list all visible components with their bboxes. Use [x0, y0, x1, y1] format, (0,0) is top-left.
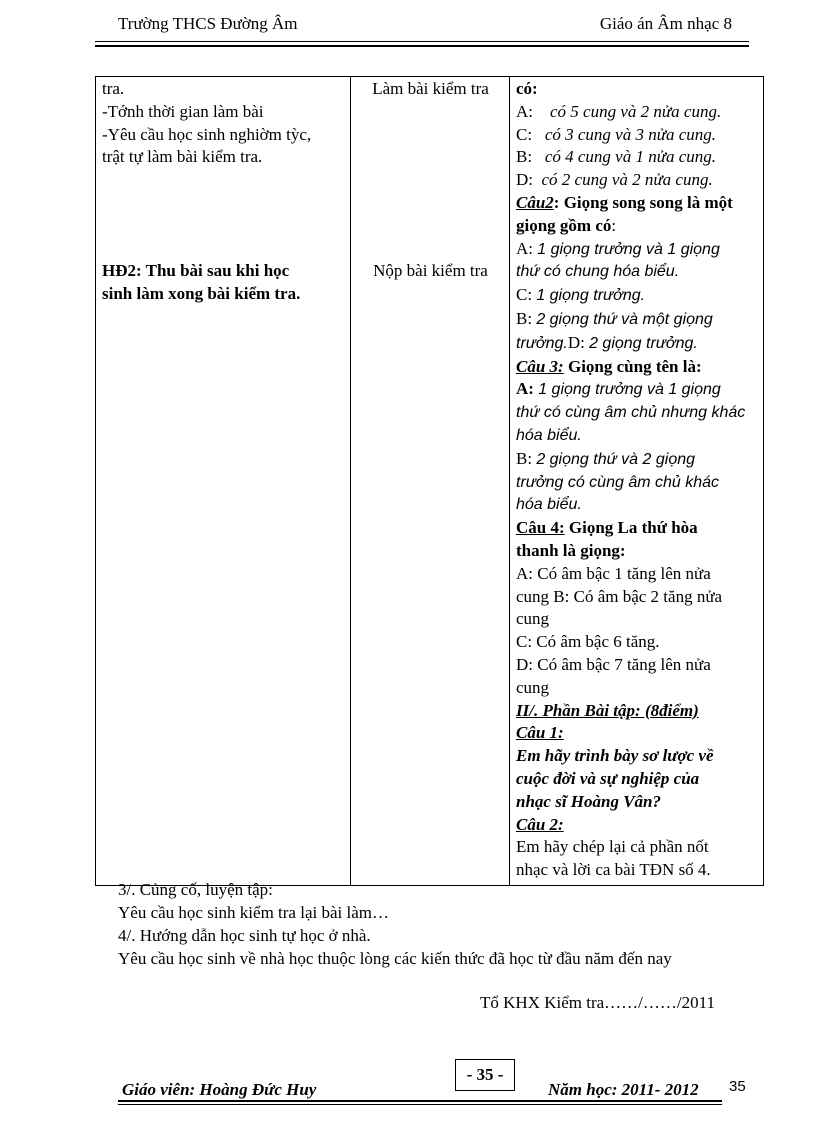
header-subject: Giáo án Âm nhạc 8 — [599, 14, 732, 33]
teacher-activity-cell — [96, 77, 351, 886]
inspection-signature-line: Tổ KHX Kiểm tra……/……/2011 — [480, 993, 715, 1012]
text-line: -Yêu cầu học sinh nghiờm tỳc, — [102, 124, 312, 144]
footer-rule-thick — [118, 1100, 722, 1102]
hd2-title: sinh làm xong bài kiểm tra. — [102, 283, 301, 303]
q2-title: Câu2: Giọng song song là một — [516, 192, 733, 212]
q4-option-d-cont: cung — [516, 677, 550, 697]
section-4-title: 4/. Hướng dẫn học sinh tự học ở nhà. — [118, 926, 371, 945]
content-cell — [510, 77, 764, 886]
section-4-text: Yêu cầu học sinh về nhà học thuộc lòng các kiến thức đã học từ đầu năm đến nay — [118, 949, 672, 968]
student-activity-cell — [351, 77, 510, 886]
q3-title: Câu 3: Giọng cùng tên là: — [516, 356, 702, 376]
footer-teacher: Giáo viên: Hoàng Đức Huy — [122, 1080, 317, 1099]
q3-option-a: A: 1 giọng trưởng và 1 giọng — [516, 379, 721, 399]
q2-title-cont: giọng gồm có: — [516, 215, 617, 235]
q4-option-c: C: Có âm bậc 6 tăng. — [516, 632, 660, 652]
hd2-title: HĐ2: Thu bài sau khi học — [102, 261, 290, 281]
question-intro: có: — [516, 79, 538, 98]
q3-option-a-cont: hóa biểu. — [516, 426, 582, 444]
q4-title-cont: thanh là giọng: — [516, 540, 626, 560]
q4-option-d: D: Có âm bậc 7 tăng lên nửa — [516, 654, 711, 674]
text-line: tra. — [102, 79, 125, 98]
q2-option-c: C: 1 giọng trưởng. — [516, 285, 646, 305]
header-school: Trường THCS Đường Âm — [118, 14, 298, 33]
header-rule-thick — [95, 45, 749, 47]
q1-option-a: A: có 5 cung và 2 nửa cung. — [516, 101, 722, 121]
q4-option-a-cont: cung — [516, 609, 550, 629]
q4-option-a-cont: cung B: Có âm bậc 2 tăng nửa — [516, 586, 723, 606]
footer-school-year: Năm học: 2011- 2012 — [548, 1080, 699, 1099]
part2-q1-text: cuộc đời và sự nghiệp của — [516, 768, 700, 788]
q4-option-a: A: Có âm bậc 1 tăng lên nửa — [516, 563, 711, 583]
part2-title: II/. Phần Bài tập: (8điểm) — [516, 700, 699, 720]
footer-rule-thin — [118, 1104, 722, 1105]
q3-option-b: B: 2 giọng thứ và 2 giọng — [516, 448, 696, 468]
text-line: trật tự làm bài kiểm tra. — [102, 147, 263, 167]
part2-q1-text: Em hãy trình bày sơ lược về — [516, 746, 714, 766]
part2-q2-text: nhạc và lời ca bài TĐN số 4. — [516, 860, 711, 880]
part2-q2-label: Câu 2: — [516, 814, 564, 834]
text-line: -Tớnh thời gian làm bài — [102, 101, 264, 121]
header-rule-thin — [95, 41, 749, 42]
q3-option-b-cont: trưởng có cùng âm chủ khác — [516, 473, 720, 491]
q1-option-c: C: có 3 cung và 3 nửa cung. — [516, 124, 717, 144]
section-3-title: 3/. Củng cố, luyện tập: — [118, 880, 273, 899]
q3-option-a-cont: thứ có cùng âm chủ nhưng khác — [516, 404, 746, 422]
part2-q1-label: Câu 1: — [516, 723, 564, 743]
section-3-text: Yêu cầu học sinh kiểm tra lại bài làm… — [118, 903, 389, 922]
q4-title: Câu 4: Giọng La thứ hòa — [516, 518, 698, 538]
q2-option-a-cont: thứ có chung hóa biểu. — [516, 263, 680, 281]
footer-page-number: 35 — [729, 1078, 746, 1095]
q2-option-b: B: 2 giọng thứ và một giọng — [516, 308, 713, 328]
part2-q1-text: nhạc sĩ Hoàng Vân? — [516, 791, 662, 811]
part2-q2-text: Em hãy chép lại cả phần nốt — [516, 837, 709, 857]
q3-option-b-cont: hóa biểu. — [516, 496, 582, 514]
page-number-box: - 35 - — [455, 1059, 515, 1091]
student-activity-1: Làm bài kiểm tra — [372, 79, 489, 98]
student-activity-2: Nộp bài kiểm tra — [373, 260, 488, 280]
q1-option-d: D: có 2 cung và 2 nửa cung. — [516, 170, 713, 190]
q2-option-b-d: trưởng.D: 2 giọng trưởng. — [516, 332, 698, 352]
q2-option-a: A: 1 giọng trưởng và 1 giọng — [516, 238, 720, 258]
lesson-table — [95, 76, 764, 886]
q1-option-b: B: có 4 cung và 1 nửa cung. — [516, 147, 717, 167]
table-row — [96, 77, 764, 886]
